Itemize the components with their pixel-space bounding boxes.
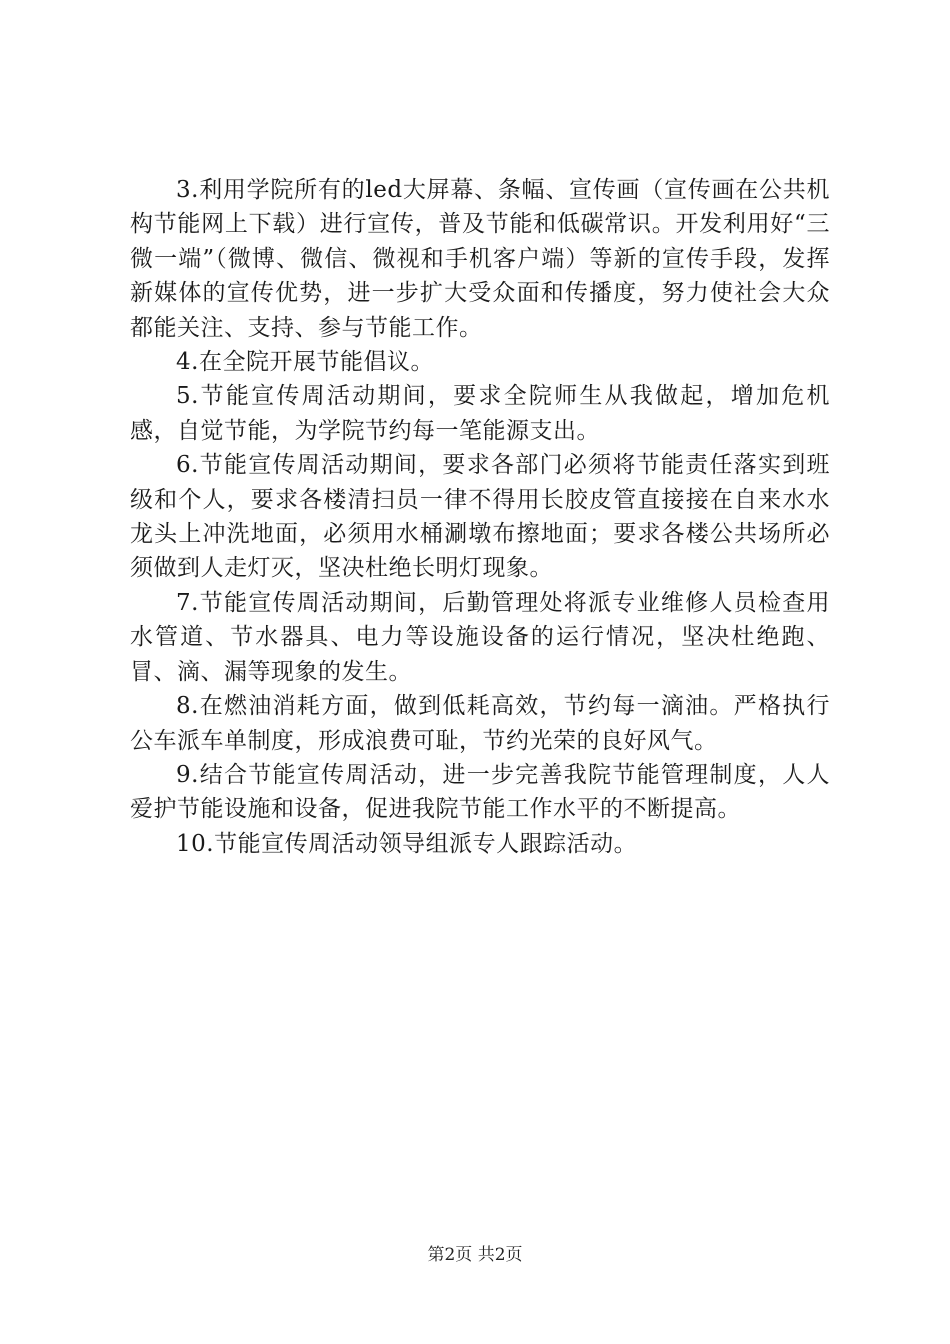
paragraph-item-6: 6.节能宣传周活动期间，要求各部门必须将节能责任落实到班级和个人，要求各楼清扫员一律不得用长胶皮管直接接在自来水水龙头上冲洗地面，必须用水桶涮墩布擦地面；要求各楼公共场所必须做到人走灯灭，坚决杜绝长明灯现象。 xyxy=(130,452,830,582)
paragraph-item-8: 8.在燃油消耗方面，做到低耗高效，节约每一滴油。严格执行公车派车单制度，形成浪费可耻，节约光荣的良好风气。 xyxy=(130,693,830,754)
page-number-footer: 第2页 共2页 xyxy=(427,1245,523,1265)
paragraph-item-10: 10.节能宣传周活动领导组派专人跟踪活动。 xyxy=(176,830,638,857)
paragraph-item-4: 4.在全院开展节能倡议。 xyxy=(176,349,434,376)
paragraph-item-5: 5.节能宣传周活动期间，要求全院师生从我做起，增加危机感，自觉节能，为学院节约每一笔能源支出。 xyxy=(130,383,830,444)
paragraph-item-9: 9.结合节能宣传周活动，进一步完善我院节能管理制度，人人爱护节能设施和设备，促进我院节能工作水平的不断提高。 xyxy=(130,761,830,823)
paragraph-item-7: 7.节能宣传周活动期间，后勤管理处将派专业维修人员检查用水管道、节水器具、电力等设施设备的运行情况，坚决杜绝跑、冒、滴、漏等现象的发生。 xyxy=(130,589,830,685)
paragraph-item-3: 3.利用学院所有的led大屏幕、条幅、宣传画（宣传画在公共机构节能网上下载）进行宣传，普及节能和低碳常识。开发利用好“三微一端”（微博、微信、微视和手机客户端）等新的宣传手段，发挥新媒体的宣传优势，进一步扩大受众面和传播度，努力使社会大众都能关注、支持、参与节能工作。 xyxy=(130,177,830,341)
document-body xyxy=(130,173,830,861)
